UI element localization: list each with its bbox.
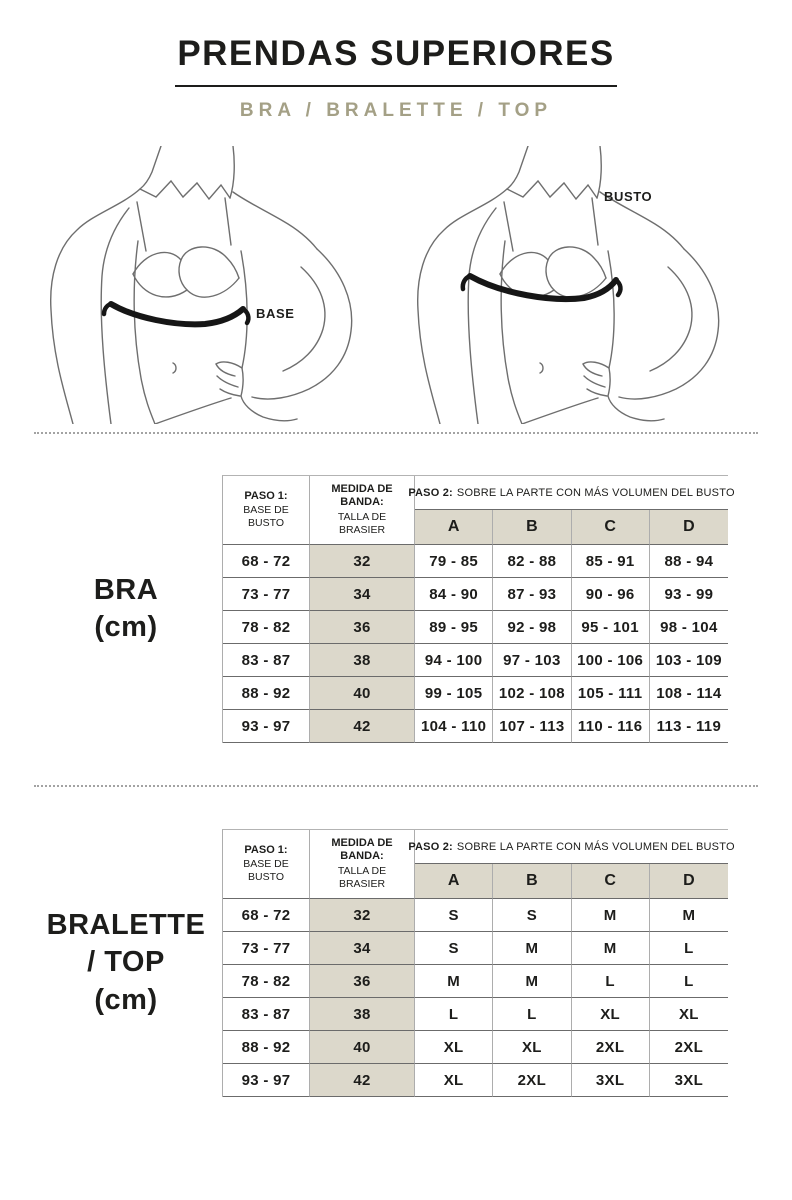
bralette-table-body: [223, 899, 728, 1097]
base-range-cell: 68 - 72: [223, 899, 310, 932]
page-header: [0, 0, 792, 122]
cup-value-cell: 104 - 110: [415, 710, 493, 743]
paso1-header-cell: PASO 1: BASE DE BUSTO: [223, 830, 310, 899]
cup-value-cell: 93 - 99: [650, 578, 728, 611]
cup-value-cell: 103 - 109: [650, 644, 728, 677]
band-size-cell: 40: [310, 1031, 415, 1064]
page-title: PRENDAS SUPERIORES: [177, 34, 615, 73]
paso2-header-cell: PASO 2: SOBRE LA PARTE CON MÁS VOLUMEN DEL BUSTO: [415, 830, 728, 864]
band-size-cell: 38: [310, 644, 415, 677]
cup-value-cell: XL: [572, 998, 650, 1031]
cup-value-cell: M: [493, 965, 571, 998]
cup-value-cell: 87 - 93: [493, 578, 571, 611]
band-size-cell: 34: [310, 932, 415, 965]
band-size-cell: 40: [310, 677, 415, 710]
dotted-divider: [34, 432, 758, 434]
base-range-cell: 83 - 87: [223, 998, 310, 1031]
cup-header-a: A: [415, 510, 493, 545]
cup-value-cell: M: [415, 965, 493, 998]
cup-value-cell: 2XL: [650, 1031, 728, 1064]
cup-header-b: B: [493, 510, 571, 545]
cup-value-cell: 94 - 100: [415, 644, 493, 677]
cup-value-cell: 113 - 119: [650, 710, 728, 743]
base-label: BASE: [256, 306, 295, 321]
cup-value-cell: 90 - 96: [572, 578, 650, 611]
cup-header-d: D: [650, 510, 728, 545]
cup-header-c: C: [572, 510, 650, 545]
band-size-cell: 38: [310, 998, 415, 1031]
cup-value-cell: L: [650, 965, 728, 998]
band-size-cell: 36: [310, 965, 415, 998]
cup-value-cell: L: [572, 965, 650, 998]
bra-size-section: [0, 475, 792, 743]
cup-value-cell: 3XL: [650, 1064, 728, 1097]
base-range-cell: 83 - 87: [223, 644, 310, 677]
cup-value-cell: 102 - 108: [493, 677, 571, 710]
cup-value-cell: 105 - 111: [572, 677, 650, 710]
cup-value-cell: XL: [493, 1031, 571, 1064]
measurement-figures: [0, 146, 792, 424]
bra-table-header: [223, 476, 735, 545]
cup-header-b: B: [493, 864, 571, 899]
cup-value-cell: XL: [415, 1031, 493, 1064]
band-size-cell: 42: [310, 710, 415, 743]
cup-value-cell: 85 - 91: [572, 545, 650, 578]
cup-value-cell: 84 - 90: [415, 578, 493, 611]
cup-value-cell: 89 - 95: [415, 611, 493, 644]
cup-value-cell: XL: [415, 1064, 493, 1097]
cup-value-cell: 98 - 104: [650, 611, 728, 644]
torso-line-art: [51, 146, 352, 424]
banda-header-cell: MEDIDA DE BANDA: TALLA DE BRASIER: [310, 830, 415, 899]
figure-busto-measurement: [412, 146, 747, 424]
base-range-cell: 78 - 82: [223, 611, 310, 644]
busto-label: BUSTO: [604, 189, 653, 204]
base-range-cell: 73 - 77: [223, 578, 310, 611]
cup-header-c: C: [572, 864, 650, 899]
cup-value-cell: 79 - 85: [415, 545, 493, 578]
cup-value-cell: 2XL: [493, 1064, 571, 1097]
band-size-cell: 36: [310, 611, 415, 644]
dotted-divider: [34, 785, 758, 787]
band-size-cell: 32: [310, 545, 415, 578]
base-measure-band: [104, 304, 248, 324]
base-range-cell: 68 - 72: [223, 545, 310, 578]
bralette-side-label-box: [30, 907, 222, 1018]
bra-table-body: [223, 545, 728, 743]
cup-value-cell: L: [415, 998, 493, 1031]
cup-header-a: A: [415, 864, 493, 899]
band-size-cell: 32: [310, 899, 415, 932]
bralette-side-label: BRALETTE / TOP (cm): [46, 909, 206, 1016]
paso2-header-cell: PASO 2: SOBRE LA PARTE CON MÁS VOLUMEN DEL BUSTO: [415, 476, 728, 510]
paso1-header-cell: PASO 1: BASE DE BUSTO: [223, 476, 310, 545]
page-subtitle: BRA / BRALETTE / TOP: [239, 100, 553, 121]
cup-value-cell: 82 - 88: [493, 545, 571, 578]
cup-value-cell: 107 - 113: [493, 710, 571, 743]
cup-value-cell: M: [572, 899, 650, 932]
bra-side-label-box: [30, 572, 222, 646]
base-range-cell: 88 - 92: [223, 677, 310, 710]
banda-header-cell: MEDIDA DE BANDA: TALLA DE BRASIER: [310, 476, 415, 545]
cup-value-cell: 88 - 94: [650, 545, 728, 578]
cup-value-cell: L: [493, 998, 571, 1031]
cup-value-cell: S: [493, 899, 571, 932]
cup-value-cell: M: [650, 899, 728, 932]
title-underline: [175, 85, 617, 87]
base-range-cell: 93 - 97: [223, 710, 310, 743]
cup-value-cell: S: [415, 932, 493, 965]
base-range-cell: 78 - 82: [223, 965, 310, 998]
bralette-size-section: [0, 829, 792, 1097]
cup-value-cell: M: [493, 932, 571, 965]
cup-value-cell: 95 - 101: [572, 611, 650, 644]
cup-value-cell: 92 - 98: [493, 611, 571, 644]
cup-value-cell: L: [650, 932, 728, 965]
cup-value-cell: 97 - 103: [493, 644, 571, 677]
bralette-size-table: [222, 829, 735, 1097]
cup-value-cell: 99 - 105: [415, 677, 493, 710]
band-size-cell: 34: [310, 578, 415, 611]
cup-value-cell: XL: [650, 998, 728, 1031]
cup-value-cell: 100 - 106: [572, 644, 650, 677]
cup-value-cell: 2XL: [572, 1031, 650, 1064]
cup-value-cell: M: [572, 932, 650, 965]
cup-value-cell: S: [415, 899, 493, 932]
base-range-cell: 73 - 77: [223, 932, 310, 965]
cup-value-cell: 3XL: [572, 1064, 650, 1097]
bralette-table-header: [223, 830, 735, 899]
bra-size-table: [222, 475, 735, 743]
cup-value-cell: 108 - 114: [650, 677, 728, 710]
figure-base-measurement: [45, 146, 380, 424]
band-size-cell: 42: [310, 1064, 415, 1097]
base-range-cell: 88 - 92: [223, 1031, 310, 1064]
bra-side-label: BRA (cm): [93, 573, 159, 643]
base-range-cell: 93 - 97: [223, 1064, 310, 1097]
cup-header-d: D: [650, 864, 728, 899]
cup-value-cell: 110 - 116: [572, 710, 650, 743]
